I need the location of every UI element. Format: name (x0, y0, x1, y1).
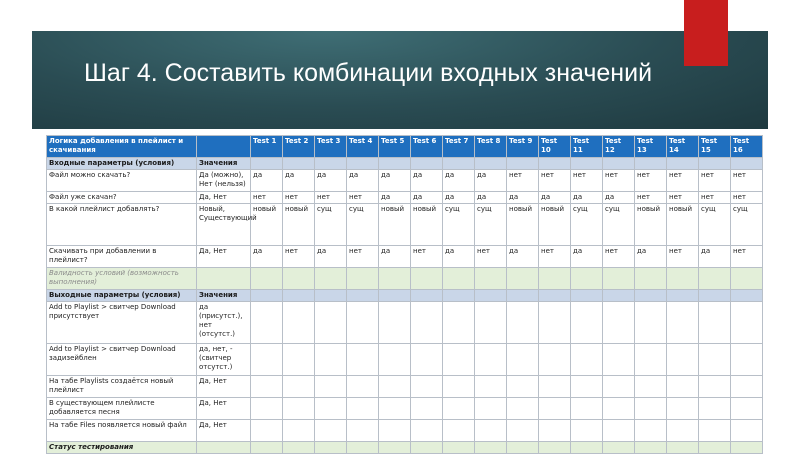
status-blank-cell (443, 442, 475, 454)
output-blank-cell (667, 302, 699, 344)
test-value-cell: сущ (699, 204, 731, 246)
output-blank-cell (635, 302, 667, 344)
test-value-cell: да (251, 170, 283, 192)
test-combinations-table (46, 135, 763, 454)
output-blank-cell (507, 302, 539, 344)
output-blank-cell (251, 376, 283, 398)
test-value-cell: новый (507, 204, 539, 246)
output-blank-cell (283, 302, 315, 344)
output-param-values: да, нет, - (свитчер отсутст.) (197, 344, 251, 376)
test-value-cell: нет (731, 246, 763, 268)
slide-title: Шаг 4. Составить комбинации входных значений (84, 59, 653, 87)
validity-blank-cell (379, 268, 411, 290)
output-blank-cell (443, 344, 475, 376)
section-blank-cell (251, 158, 283, 170)
test-value-cell: сущ (731, 204, 763, 246)
output-blank-cell (379, 344, 411, 376)
test-value-cell: да (539, 192, 571, 204)
status-blank-cell (315, 442, 347, 454)
output-param-name: В существующем плейлисте добавляется песня (47, 398, 197, 420)
output-blank-cell (411, 398, 443, 420)
test-value-cell: сущ (475, 204, 507, 246)
output-blank-cell (315, 398, 347, 420)
test-column-header: Test 4 (347, 136, 379, 158)
validity-blank-cell (635, 268, 667, 290)
test-column-header: Test 13 (635, 136, 667, 158)
output-row (47, 376, 763, 398)
test-value-cell: сущ (443, 204, 475, 246)
table-title-cell: Логика добавления в плейлист и скачивания (47, 136, 197, 158)
output-blank-cell (251, 302, 283, 344)
output-param-name: Add to Playlist > свитчер Download задизейблен (47, 344, 197, 376)
output-blank-cell (475, 376, 507, 398)
input-values-label: Значения (197, 158, 251, 170)
test-column-header: Test 3 (315, 136, 347, 158)
test-value-cell: да (315, 246, 347, 268)
status-blank-cell (603, 442, 635, 454)
test-value-cell: да (379, 246, 411, 268)
output-blank-cell (667, 398, 699, 420)
test-value-cell: да (379, 192, 411, 204)
output-blank-cell (539, 420, 571, 442)
section-blank-cell (699, 290, 731, 302)
input-section-label: Входные параметры (условия) (47, 158, 197, 170)
test-column-header: Test 8 (475, 136, 507, 158)
test-value-cell: нет (635, 170, 667, 192)
validity-blank-cell (699, 268, 731, 290)
output-blank-cell (379, 302, 411, 344)
output-blank-cell (699, 398, 731, 420)
output-param-values: Да, Нет (197, 420, 251, 442)
output-blank-cell (443, 376, 475, 398)
test-column-header: Test 12 (603, 136, 635, 158)
section-blank-cell (315, 290, 347, 302)
output-blank-cell (507, 420, 539, 442)
validity-blank-cell (571, 268, 603, 290)
output-blank-cell (571, 302, 603, 344)
validity-blank-cell (283, 268, 315, 290)
test-value-cell: новый (379, 204, 411, 246)
test-value-cell: да (475, 192, 507, 204)
validity-blank-cell (411, 268, 443, 290)
test-value-cell: да (283, 170, 315, 192)
section-blank-cell (667, 290, 699, 302)
input-param-values: Да, Нет (197, 192, 251, 204)
section-blank-cell (667, 158, 699, 170)
output-blank-cell (379, 376, 411, 398)
output-blank-cell (667, 420, 699, 442)
output-blank-cell (251, 344, 283, 376)
status-row (47, 442, 763, 454)
output-blank-cell (507, 376, 539, 398)
output-blank-cell (603, 398, 635, 420)
status-blank-cell (571, 442, 603, 454)
test-value-cell: нет (603, 170, 635, 192)
input-param-name: Файл уже скачан? (47, 192, 197, 204)
section-blank-cell (283, 158, 315, 170)
validity-blank-cell (667, 268, 699, 290)
output-blank-cell (347, 376, 379, 398)
test-value-cell: новый (251, 204, 283, 246)
output-blank-cell (443, 302, 475, 344)
validity-blank-cell (507, 268, 539, 290)
output-blank-cell (731, 398, 763, 420)
output-blank-cell (635, 398, 667, 420)
output-blank-cell (731, 420, 763, 442)
test-value-cell: да (635, 246, 667, 268)
section-blank-cell (731, 290, 763, 302)
status-blank-cell (251, 442, 283, 454)
test-column-header: Test 5 (379, 136, 411, 158)
validity-blank-cell (443, 268, 475, 290)
test-value-cell: да (507, 246, 539, 268)
test-value-cell: новый (667, 204, 699, 246)
test-value-cell: да (443, 170, 475, 192)
test-value-cell: сущ (315, 204, 347, 246)
test-value-cell: нет (347, 192, 379, 204)
section-blank-cell (347, 290, 379, 302)
output-param-values: Да, Нет (197, 376, 251, 398)
test-value-cell: нет (699, 170, 731, 192)
output-blank-cell (475, 344, 507, 376)
test-value-cell: нет (411, 246, 443, 268)
output-blank-cell (507, 344, 539, 376)
section-blank-cell (411, 158, 443, 170)
validity-blank-cell (731, 268, 763, 290)
test-value-cell: нет (667, 170, 699, 192)
status-blank-cell (283, 442, 315, 454)
header-row (47, 136, 763, 158)
section-blank-cell (603, 290, 635, 302)
test-column-header: Test 1 (251, 136, 283, 158)
section-blank-cell (603, 158, 635, 170)
test-value-cell: нет (667, 192, 699, 204)
section-blank-cell (379, 290, 411, 302)
output-blank-cell (379, 420, 411, 442)
input-param-values: Новый, Существующий (197, 204, 251, 246)
test-column-header: Test 14 (667, 136, 699, 158)
section-blank-cell (571, 158, 603, 170)
validity-blank-cell (315, 268, 347, 290)
output-param-name: Add to Playlist > свитчер Download присутствует (47, 302, 197, 344)
output-blank-cell (539, 344, 571, 376)
input-param-values: Да (можно), Нет (нельзя) (197, 170, 251, 192)
section-blank-cell (251, 290, 283, 302)
output-blank-cell (347, 302, 379, 344)
output-blank-cell (571, 376, 603, 398)
output-blank-cell (475, 420, 507, 442)
section-blank-cell (539, 290, 571, 302)
test-value-cell: новый (283, 204, 315, 246)
output-blank-cell (603, 344, 635, 376)
section-blank-cell (283, 290, 315, 302)
test-value-cell: новый (411, 204, 443, 246)
output-row (47, 398, 763, 420)
output-blank-cell (315, 420, 347, 442)
test-value-cell: да (251, 246, 283, 268)
accent-tab (684, 0, 728, 66)
test-value-cell: нет (315, 192, 347, 204)
header-blank-cell (197, 136, 251, 158)
status-blank-cell (699, 442, 731, 454)
test-value-cell: нет (731, 192, 763, 204)
test-value-cell: нет (251, 192, 283, 204)
input-row (47, 192, 763, 204)
output-blank-cell (731, 376, 763, 398)
validity-blank-cell (539, 268, 571, 290)
validity-note: Валидность условий (возможность выполнения) (47, 268, 197, 290)
status-blank-cell (539, 442, 571, 454)
output-blank-cell (635, 376, 667, 398)
test-value-cell: да (443, 246, 475, 268)
output-blank-cell (283, 376, 315, 398)
output-blank-cell (475, 398, 507, 420)
test-value-cell: нет (283, 192, 315, 204)
status-blank-cell (475, 442, 507, 454)
status-blank-cell (667, 442, 699, 454)
section-blank-cell (443, 158, 475, 170)
validity-blank-cell (347, 268, 379, 290)
test-column-header: Test 7 (443, 136, 475, 158)
test-column-header: Test 15 (699, 136, 731, 158)
test-value-cell: новый (635, 204, 667, 246)
status-blank-cell (635, 442, 667, 454)
input-param-name: В какой плейлист добавлять? (47, 204, 197, 246)
test-value-cell: нет (667, 246, 699, 268)
test-column-header: Test 10 (539, 136, 571, 158)
test-value-cell: сущ (347, 204, 379, 246)
section-blank-cell (443, 290, 475, 302)
input-param-name: Файл можно скачать? (47, 170, 197, 192)
section-blank-cell (475, 290, 507, 302)
output-blank-cell (731, 344, 763, 376)
output-blank-cell (411, 376, 443, 398)
test-value-cell: да (475, 170, 507, 192)
section-blank-cell (411, 290, 443, 302)
test-value-cell: нет (635, 192, 667, 204)
test-value-cell: да (507, 192, 539, 204)
test-value-cell: да (411, 170, 443, 192)
output-row (47, 344, 763, 376)
output-blank-cell (603, 302, 635, 344)
section-blank-cell (507, 158, 539, 170)
test-value-cell: нет (507, 170, 539, 192)
section-blank-cell (731, 158, 763, 170)
output-blank-cell (443, 398, 475, 420)
output-blank-cell (411, 302, 443, 344)
input-param-values: Да, Нет (197, 246, 251, 268)
output-blank-cell (667, 344, 699, 376)
validity-blank-cell (251, 268, 283, 290)
output-blank-cell (571, 420, 603, 442)
test-combinations-sheet (46, 135, 762, 451)
section-blank-cell (379, 158, 411, 170)
output-blank-cell (539, 398, 571, 420)
test-value-cell: нет (603, 246, 635, 268)
output-blank-cell (699, 376, 731, 398)
status-blank-cell (411, 442, 443, 454)
output-blank-cell (283, 420, 315, 442)
test-value-cell: сущ (571, 204, 603, 246)
output-blank-cell (315, 344, 347, 376)
output-row (47, 420, 763, 442)
output-blank-cell (315, 376, 347, 398)
output-blank-cell (571, 398, 603, 420)
test-value-cell: да (571, 246, 603, 268)
test-value-cell: да (571, 192, 603, 204)
section-blank-cell (539, 158, 571, 170)
output-blank-cell (443, 420, 475, 442)
output-blank-cell (347, 344, 379, 376)
output-blank-cell (635, 344, 667, 376)
validity-blank-cell (475, 268, 507, 290)
output-section-label: Выходные параметры (условия) (47, 290, 197, 302)
test-column-header: Test 9 (507, 136, 539, 158)
status-blank-cell (507, 442, 539, 454)
section-blank-cell (699, 158, 731, 170)
output-blank-cell (667, 376, 699, 398)
output-blank-cell (507, 398, 539, 420)
input-row (47, 170, 763, 192)
output-blank-cell (379, 398, 411, 420)
test-value-cell: нет (283, 246, 315, 268)
output-blank-cell (699, 420, 731, 442)
output-blank-cell (539, 302, 571, 344)
output-blank-cell (539, 376, 571, 398)
section-blank-cell (315, 158, 347, 170)
test-value-cell: да (443, 192, 475, 204)
output-row (47, 302, 763, 344)
test-value-cell: нет (347, 246, 379, 268)
test-value-cell: да (411, 192, 443, 204)
output-blank-cell (283, 398, 315, 420)
section-blank-cell (475, 158, 507, 170)
validity-blank-cell (603, 268, 635, 290)
output-blank-cell (475, 302, 507, 344)
test-column-header: Test 16 (731, 136, 763, 158)
input-row (47, 246, 763, 268)
section-blank-cell (635, 158, 667, 170)
output-blank-cell (411, 344, 443, 376)
test-column-header: Test 2 (283, 136, 315, 158)
output-param-name: На табе Playlists создаётся новый плейлист (47, 376, 197, 398)
test-value-cell: нет (699, 192, 731, 204)
status-blank-cell (347, 442, 379, 454)
test-value-cell: нет (539, 246, 571, 268)
test-value-cell: нет (731, 170, 763, 192)
test-value-cell: нет (539, 170, 571, 192)
validity-row (47, 268, 763, 290)
output-blank-cell (251, 398, 283, 420)
output-blank-cell (699, 344, 731, 376)
output-blank-cell (731, 302, 763, 344)
output-blank-cell (635, 420, 667, 442)
status-blank-cell (197, 442, 251, 454)
output-param-values: Да, Нет (197, 398, 251, 420)
output-param-values: да (присутст.), нет (отсутст.) (197, 302, 251, 344)
status-blank-cell (731, 442, 763, 454)
output-values-label: Значения (197, 290, 251, 302)
output-blank-cell (347, 420, 379, 442)
status-label: Статус тестирования (47, 442, 197, 454)
output-blank-cell (347, 398, 379, 420)
section-blank-cell (347, 158, 379, 170)
section-blank-cell (507, 290, 539, 302)
status-blank-cell (379, 442, 411, 454)
output-blank-cell (251, 420, 283, 442)
output-blank-cell (315, 302, 347, 344)
input-section-row (47, 158, 763, 170)
test-value-cell: нет (475, 246, 507, 268)
output-blank-cell (411, 420, 443, 442)
output-blank-cell (283, 344, 315, 376)
output-blank-cell (699, 302, 731, 344)
output-blank-cell (603, 376, 635, 398)
test-value-cell: да (315, 170, 347, 192)
output-blank-cell (571, 344, 603, 376)
output-section-row (47, 290, 763, 302)
validity-blank-cell (197, 268, 251, 290)
test-value-cell: да (699, 246, 731, 268)
output-blank-cell (603, 420, 635, 442)
test-value-cell: да (379, 170, 411, 192)
test-value-cell: сущ (603, 204, 635, 246)
section-blank-cell (635, 290, 667, 302)
test-column-header: Test 11 (571, 136, 603, 158)
input-row (47, 204, 763, 246)
test-value-cell: нет (571, 170, 603, 192)
output-param-name: На табе Files появляется новый файл (47, 420, 197, 442)
test-value-cell: новый (539, 204, 571, 246)
test-value-cell: да (603, 192, 635, 204)
input-param-name: Скачивать при добавлении в плейлист? (47, 246, 197, 268)
test-value-cell: да (347, 170, 379, 192)
section-blank-cell (571, 290, 603, 302)
test-column-header: Test 6 (411, 136, 443, 158)
